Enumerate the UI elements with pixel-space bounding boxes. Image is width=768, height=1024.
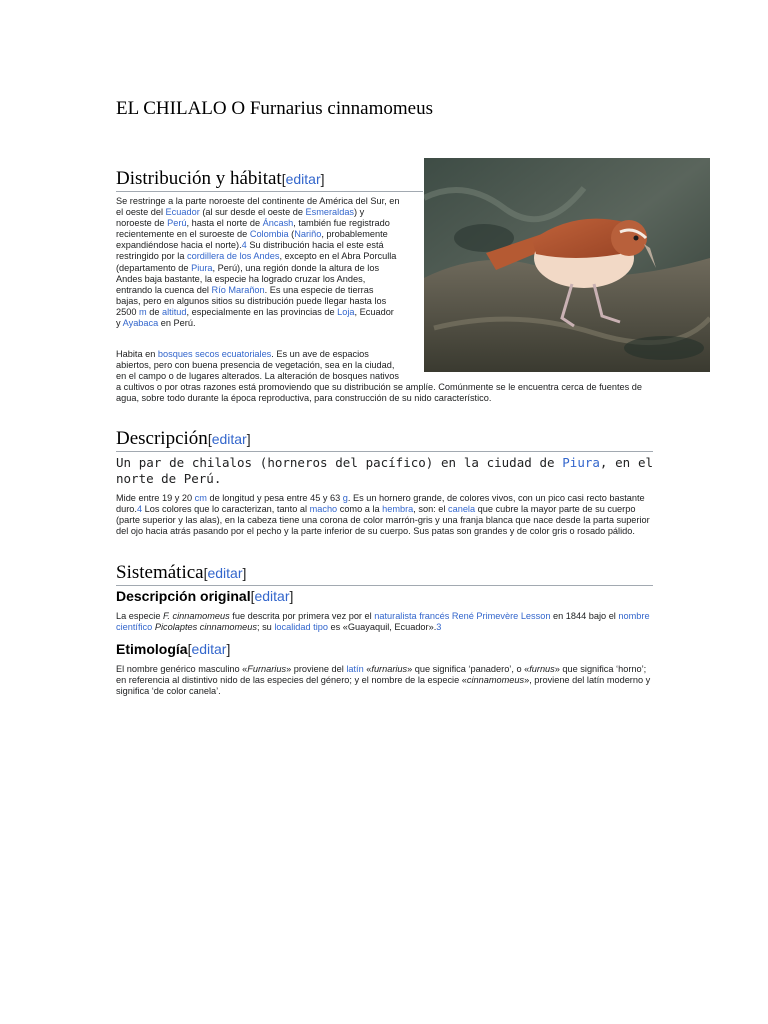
text: Se restringe a la parte noroeste del continente de América del Sur, en el oeste del	[116, 196, 400, 218]
text: », proviene del latín moderno y significa ‘de color canela’.	[116, 675, 651, 697]
heading-distribution	[116, 168, 423, 192]
link-g[interactable]: g	[342, 493, 348, 503]
text: . Es una especie de tierras bajas, pero en algunos sitios su distribución puede llegar hasta los 2500	[116, 284, 387, 317]
text: La especie	[116, 611, 163, 621]
text: ) y noroeste de	[116, 207, 365, 229]
heading-text: Distribución y hábitat	[116, 168, 282, 189]
latin-word: furnarius	[371, 664, 408, 674]
link-metro[interactable]: m	[139, 306, 147, 317]
edit-link-wrapper: [editar]	[281, 171, 325, 187]
heading-text: Sistemática	[116, 562, 204, 583]
section-systematics	[116, 562, 653, 586]
edit-link-wrapper: [editar]	[203, 565, 247, 581]
edit-link[interactable]: editar	[285, 171, 321, 187]
subsection-original-description	[116, 587, 653, 605]
text: Su distribución hacia el este está restringido por la	[116, 240, 384, 262]
edit-link[interactable]: editar	[254, 588, 290, 604]
link-localidad-tipo[interactable]: localidad tipo	[274, 622, 328, 633]
bird-photo	[424, 158, 710, 372]
link-canela[interactable]: canela	[448, 504, 476, 515]
paragraph-description	[116, 493, 653, 537]
link-ayabaca[interactable]: Ayabaca	[122, 318, 159, 329]
reference-link[interactable]: 4	[136, 504, 143, 515]
edit-link-wrapper: [editar]	[250, 588, 294, 604]
text: Los colores que lo caracterizan, tanto al	[142, 504, 310, 515]
paragraph-distribution-1	[116, 196, 400, 329]
text: «	[363, 664, 372, 674]
genus-name: Furnarius	[247, 664, 287, 674]
text: como a la	[337, 504, 383, 515]
text: , excepto en el Abra Porculla (departamento de	[116, 251, 397, 273]
text: de	[146, 306, 162, 317]
link-rio-maranon[interactable]: Río Marañon	[211, 284, 265, 295]
text: El nombre genérico masculino «	[116, 664, 248, 674]
link-latin[interactable]: latín	[346, 664, 364, 674]
text: , también fue registrado recientemente en el suroeste de	[116, 218, 390, 240]
text: , hasta el norte de	[186, 218, 263, 229]
heading-description	[116, 428, 653, 452]
link-macho[interactable]: macho	[309, 504, 338, 515]
paragraph-original-description	[116, 611, 653, 633]
text: » que significa ‘horno’; en referencia al distintivo nido de las especies del género; y el nombre de la especie «	[116, 664, 647, 686]
link-loja[interactable]: Loja	[337, 306, 355, 317]
text: (	[288, 229, 295, 240]
section-description	[116, 428, 653, 452]
text: , Ecuador y	[116, 306, 394, 329]
text: » proviene del	[286, 664, 347, 674]
link-peru[interactable]: Perú	[167, 218, 187, 229]
heading-original-description	[116, 587, 653, 605]
link-ancash[interactable]: Áncash	[262, 218, 294, 229]
link-piura[interactable]: Piura	[191, 262, 213, 273]
link-rene-lesson[interactable]: René Primevère Lesson	[451, 611, 551, 621]
link-nombre-cientifico[interactable]: nombre científico	[116, 611, 650, 633]
species-name: Picolaptes cinnamomeus	[154, 622, 257, 633]
text: de longitud y pesa entre 45 y 63	[206, 493, 343, 503]
heading-systematics	[116, 562, 653, 586]
link-colombia[interactable]: Colombia	[249, 229, 289, 240]
text: que cubre la mayor parte de su cuerpo (parte superior y las alas), en la cabeza tiene una corona de color marrón-gris y una franja blanca que nace desde la parta superior del ojo hacia atrás pasando por el pecho y la parte inferior de su cuerpo. Sus patas son grandes y de color gris o rosado pálido.	[116, 504, 650, 537]
reference-link[interactable]: 3	[436, 622, 442, 633]
text: » que significa ‘panadero’, o «	[407, 664, 530, 674]
text: , son: el	[413, 504, 448, 515]
link-cm[interactable]: cm	[194, 493, 207, 503]
reference-link[interactable]: 4	[241, 240, 247, 251]
subsection-etymology	[116, 640, 653, 658]
paragraph-distribution-2	[116, 349, 653, 419]
latin-word: furnus	[529, 664, 555, 674]
text: es «Guayaquil, Ecuador».	[327, 622, 437, 633]
heading-text: Etimología	[116, 641, 188, 657]
link-naturalista-frances[interactable]: naturalista francés	[374, 611, 450, 621]
image-float-spacer	[400, 349, 653, 372]
text: Habita en	[116, 349, 158, 359]
text: , Perú), una región donde la altura de los Andes baja bastante, la especie ha logrado cruzar los Andes, entrando la cuenca del	[116, 262, 380, 295]
edit-link[interactable]: editar	[191, 641, 227, 657]
text: (al sur desde el oeste de	[199, 207, 306, 218]
link-piura[interactable]: Piura	[562, 455, 600, 470]
text: ; su	[256, 622, 275, 633]
text: Mide entre 19 y 20	[116, 493, 195, 503]
text: , probablemente expandiéndose hacia el norte).	[116, 229, 388, 251]
link-esmeraldas[interactable]: Esmeraldas	[305, 207, 355, 218]
paragraph-etymology	[116, 664, 653, 697]
text: , en el norte de Perú.	[116, 455, 653, 486]
text: fue descrita por primera vez por el	[229, 611, 375, 621]
text: en Perú.	[158, 318, 196, 329]
link-narino[interactable]: Nariño	[294, 229, 322, 240]
heading-text: Descripción	[116, 428, 208, 449]
link-altitud[interactable]: altitud	[161, 306, 187, 317]
page-title: EL CHILALO O Furnarius cinnamomeus	[116, 98, 433, 119]
chilalo-bird-image	[424, 158, 710, 372]
link-ecuador[interactable]: Ecuador	[165, 207, 200, 218]
heading-etymology	[116, 640, 653, 658]
edit-link-wrapper: [editar]	[187, 641, 231, 657]
image-caption	[116, 455, 653, 487]
link-bosques-secos[interactable]: bosques secos ecuatoriales	[157, 349, 272, 359]
link-cordillera[interactable]: cordillera de los Andes	[186, 251, 280, 262]
text: . Es un hornero grande, de colores vivos, con un pico casi recto bastante duro.	[116, 493, 645, 515]
species-name: F. cinnamomeus	[163, 611, 230, 621]
section-distribution	[116, 168, 423, 192]
text: en 1844 bajo el	[550, 611, 619, 621]
edit-link[interactable]: editar	[207, 565, 243, 581]
text: , especialmente en las provincias de	[186, 306, 338, 317]
edit-link[interactable]: editar	[211, 431, 247, 447]
edit-link-wrapper: [editar]	[207, 431, 251, 447]
species-epithet: cinnamomeus	[466, 675, 525, 686]
link-hembra[interactable]: hembra	[382, 504, 414, 515]
text: . Es un ave de espacios abiertos, pero con buena presencia de vegetación, sea en la ciudad, en el campo o de lugares alterados. La alteración de bosques nativos a cultivos o por otras razones está promoviendo que su distribución se amplíe. Comúnmente se le encuentra cerca de fuentes de agua, sobre todo durante la época reproductiva, para construcción de su nido característico.	[116, 349, 643, 404]
text: Un par de chilalos (horneros del pacífico) en la ciudad de	[116, 455, 563, 470]
heading-text: Descripción original	[116, 588, 251, 604]
